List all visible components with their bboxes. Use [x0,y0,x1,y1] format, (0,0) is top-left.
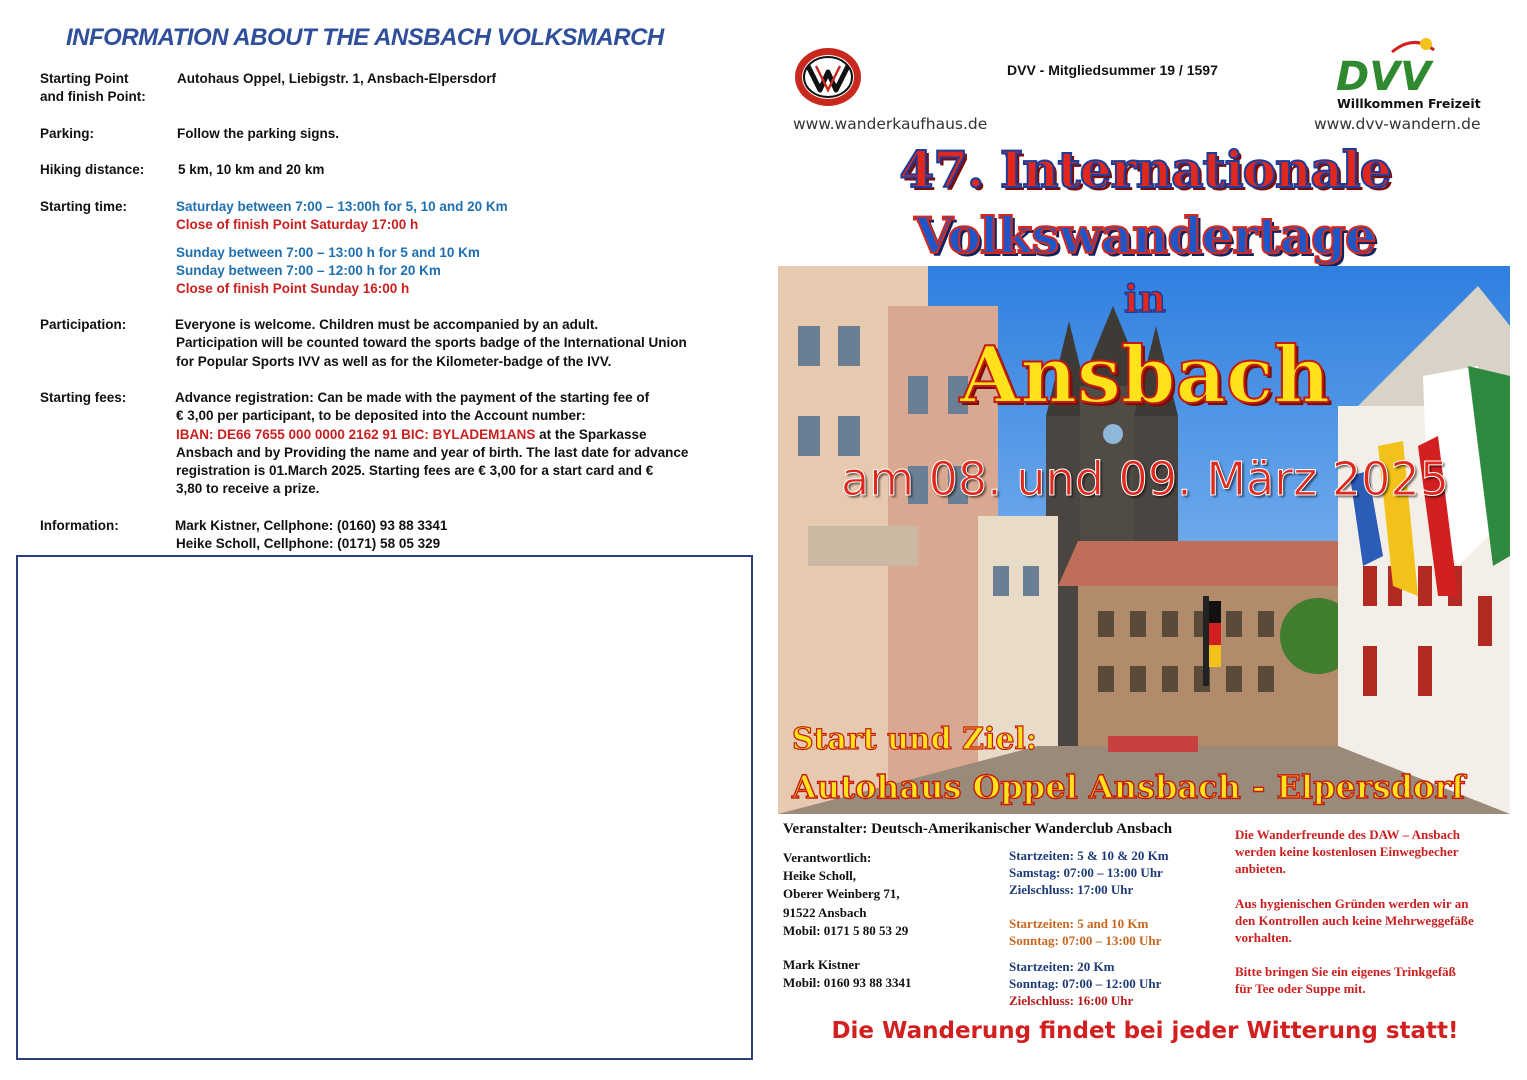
poster-in: in [1123,276,1167,321]
saturday-close: Close of finish Point Saturday 17:00 h [176,217,419,233]
starting-point-label: Starting Point and finish Point: [40,71,146,105]
poster-date: am 08. und 09. März 2025 [841,452,1449,506]
url-dvv: www.dvv-wandern.de [1314,115,1481,133]
svg-text:DVV: DVV [1336,54,1432,100]
empty-frame [16,555,753,1060]
saturday-time: Saturday between 7:00 – 13:00h for 5, 10 and 20 Km [176,199,508,214]
participation-label: Participation: [40,317,127,332]
parking-value: Follow the parking signs. [177,126,340,141]
organizer: Veranstalter: Deutsch-Amerikanischer Wanderclub Ansbach [783,821,1173,837]
information-label: Information: [40,518,119,533]
ivv-logo [793,46,863,108]
sunday-close: Close of finish Point Sunday 16:00 h [176,281,410,297]
poster-title-line1: 47. Internationale [899,140,1391,199]
starting-time-label: Starting time: [40,199,128,214]
starting-fees-value: Advance registration: Can be made with the payment of the starting fee of € 3,00 per participant, to be deposited into the Account number: IBAN: DE66 7655 000 0000 2162 91 BIC: BYLADEM1ANS at the Sparkasse Ansbach and by Providing the name and year of birth. The last date for advance registration is 01.March 2025. Starting fees are € 3,00 for a start card and € 3,80 to receive a prize. [175,390,689,497]
hiking-distance-value: 5 km, 10 km and 20 km [178,162,325,177]
poster-title-line2: Volkswandertage [914,206,1376,265]
iban: IBAN: DE66 7655 000 0000 2162 91 BIC: BYLADEM1ANS [176,426,536,442]
url-wanderkaufhaus: www.wanderkaufhaus.de [793,115,988,133]
sunday-time-1: Sunday between 7:00 – 13:00 h for 5 and 10 Km [176,244,480,260]
information-value: Mark Kistner, Cellphone: (0160) 93 88 3341 Heike Scholl, Cellphone: (0171) 58 05 329 [175,518,448,552]
contact-block: Verantwortlich: Heike Scholl, Oberer Weinberg 71, 91522 Ansbach Mobil: 0171 5 80 53 29 Mark Kistner Mobil: 0160 93 88 3341 [783,850,912,991]
page-title: INFORMATION ABOUT THE ANSBACH VOLKSMARCH [66,24,664,51]
dvv-logo [1334,36,1484,112]
notes-block: Die Wanderfreunde des DAW – Ansbach werden keine kostenlosen Einwegbecher anbieten. Aus hygienischen Gründen werden wir an den Kontrollen auch keine Mehrweggefäße vorhalten. Bitte bringen Sie ein eigenes Trinkgefäß für Tee oder Suppe mit. [1235,827,1474,997]
starting-fees-label: Starting fees: [40,390,127,405]
svg-text:Willkommen Freizeit: Willkommen Freizeit [1337,96,1481,111]
start-label: Start und Ziel: [792,722,1037,757]
hiking-distance-label: Hiking distance: [40,162,145,177]
parking-label: Parking: [40,126,95,141]
sunday-time-2: Sunday between 7:00 – 12:00 h for 20 Km [176,262,441,278]
poster-city: Ansbach [959,330,1331,421]
starting-time-values [176,198,736,298]
start-place: Autohaus Oppel Ansbach - Elpersdorf [792,768,1465,806]
starting-point-value: Autohaus Oppel, Liebigstr. 1, Ansbach-Elpersdorf [177,71,497,86]
times-block: Startzeiten: 5 & 10 & 20 Km Samstag: 07:00 – 13:00 Uhr Zielschluss: 17:00 Uhr Startzeiten: 5 and 10 Km Sonntag: 07:00 – 13:00 Uhr Startzeiten: 20 Km Sonntag: 07:00 – 12:00 Uhr Zielschluss: 16:00 Uhr [1009,848,1169,1008]
info-page [0,0,760,1080]
participation-value: Everyone is welcome. Children must be accompanied by an adult. Participation will be counted toward the sports badge of the International Union for Popular Sports IVV as well as for the Kilometer-badge of the IVV. [175,317,687,369]
weather-notice: Die Wanderung findet bei jeder Witterung statt! [831,1018,1459,1044]
member-number: DVV - Mitgliedsummer 19 / 1597 [1007,62,1218,78]
